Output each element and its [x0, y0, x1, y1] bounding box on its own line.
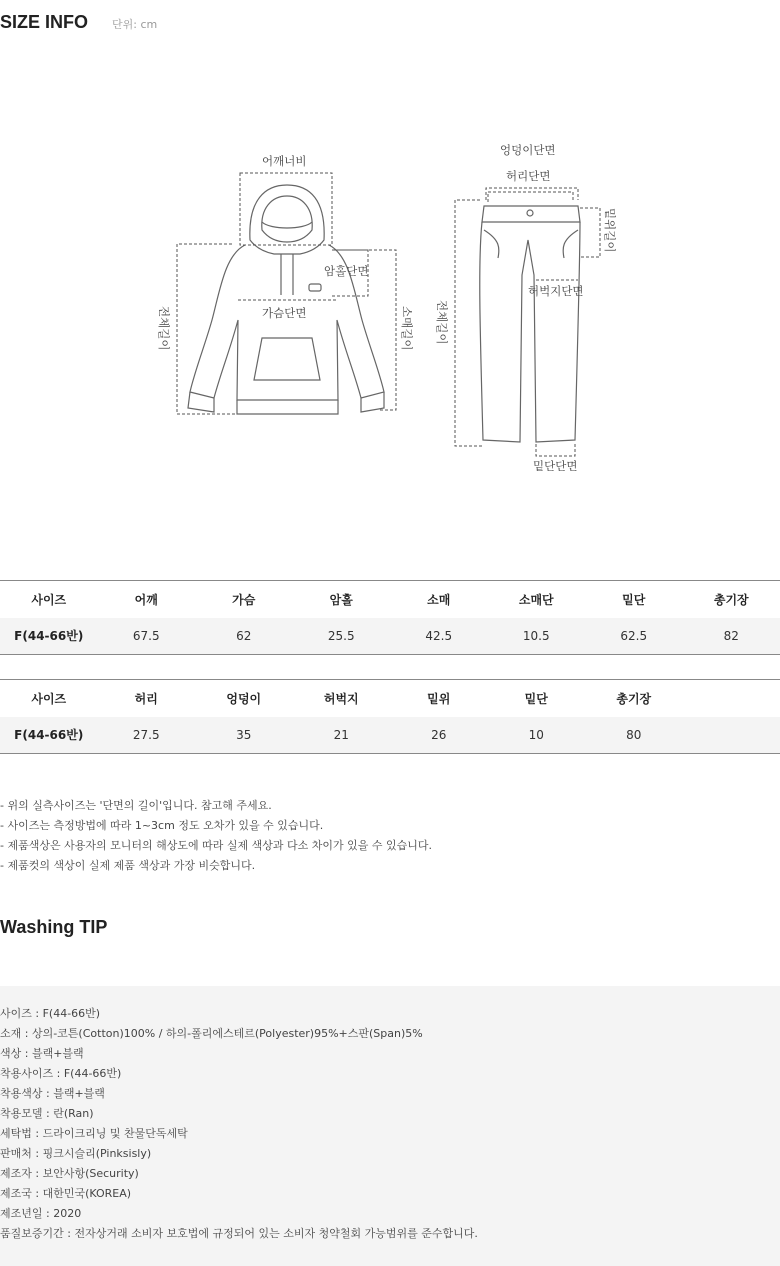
- header-cell: 총기장: [616, 691, 652, 706]
- info-line: 제조년일 : 2020: [0, 1207, 82, 1220]
- bottom-size-table: [0, 679, 780, 754]
- header-cell: 허벅지: [323, 691, 359, 706]
- header-cell: 암홀: [329, 592, 353, 607]
- note-item: - 위의 실측사이즈는 '단면의 길이'입니다. 참고해 주세요.: [0, 799, 272, 812]
- header-cell: [683, 680, 780, 717]
- size-diagram: [0, 130, 780, 490]
- header-cell: 소매: [427, 592, 451, 607]
- header-cell: 밑단: [622, 592, 646, 607]
- value-cell: 82: [723, 628, 739, 643]
- label-chest: 가슴단면: [262, 306, 307, 320]
- table-row: [0, 717, 780, 754]
- info-line: 착용사이즈 : F(44-66반): [0, 1067, 122, 1080]
- label-hoodie-total-length: 전체길이: [157, 306, 171, 351]
- info-line: 세탁법 : 드라이크리닝 및 찬물단독세탁: [0, 1127, 188, 1140]
- size-notes: [0, 796, 432, 876]
- info-line: 색상 : 블랙+블랙: [0, 1047, 84, 1060]
- label-hem: 밑단단면: [533, 459, 578, 473]
- product-info-box: [0, 986, 780, 1266]
- value-cell: 35: [236, 727, 252, 742]
- header-cell: 사이즈: [31, 691, 67, 706]
- header-cell: 허리: [134, 691, 158, 706]
- header-cell: 가슴: [232, 592, 256, 607]
- info-line: 품질보증기간 : 전자상거래 소비자 보호법에 규정되어 있는 소비자 청약철회 가능범위를 준수합니다.: [0, 1227, 478, 1240]
- info-line: 소재 : 상의-코튼(Cotton)100% / 하의-폴리에스테르(Polyester)95%+스판(Span)5%: [0, 1027, 423, 1040]
- unit-label: 단위: cm: [112, 18, 158, 31]
- top-size-table: [0, 580, 780, 655]
- info-line: 제조국 : 대한민국(KOREA): [0, 1187, 132, 1200]
- label-shoulder: 어깨너비: [262, 154, 307, 168]
- pants-illustration: [480, 206, 580, 442]
- header-cell: 사이즈: [31, 592, 67, 607]
- size-cell: F(44-66반): [14, 728, 84, 743]
- note-item: - 제품색상은 사용자의 모니터의 해상도에 따라 실제 색상과 다소 차이가 있을 수 있습니다.: [0, 839, 432, 852]
- value-cell: 26: [431, 727, 447, 742]
- table-header-row: [0, 680, 780, 717]
- washing-tip-title: Washing TIP: [0, 917, 108, 937]
- info-line: 제조자 : 보안사항(Security): [0, 1167, 139, 1180]
- value-cell: 42.5: [425, 628, 453, 643]
- size-cell: F(44-66반): [14, 629, 84, 644]
- label-thigh: 허벅지단면: [528, 284, 584, 298]
- size-info-title: SIZE INFO: [0, 12, 89, 32]
- note-item: - 제품컷의 색상이 실제 제품 색상과 가장 비슷합니다.: [0, 859, 256, 872]
- table-header-row: [0, 581, 780, 618]
- note-item: - 사이즈는 측정방법에 따라 1~3cm 정도 오차가 있을 수 있습니다.: [0, 819, 324, 832]
- value-cell: 21: [333, 727, 349, 742]
- value-cell: 80: [626, 727, 642, 742]
- label-armhole: 암홀단면: [324, 264, 369, 278]
- value-cell: 62: [236, 628, 252, 643]
- value-cell: 25.5: [327, 628, 355, 643]
- header-cell: 어깨: [134, 592, 158, 607]
- label-pants-total-length: 전체길이: [435, 300, 449, 345]
- size-info-header: [0, 12, 157, 33]
- value-cell: 27.5: [132, 727, 160, 742]
- header-cell: 밑위: [427, 691, 451, 706]
- label-rise: 밑위길이: [603, 208, 617, 253]
- header-cell: 소매단: [518, 592, 554, 607]
- value-cell: [683, 717, 780, 754]
- value-cell: 10: [528, 727, 544, 742]
- table-row: [0, 618, 780, 655]
- info-line: 사이즈 : F(44-66반): [0, 1007, 101, 1020]
- info-line: 착용모델 : 란(Ran): [0, 1107, 94, 1120]
- header-cell: 엉덩이: [226, 691, 262, 706]
- header-cell: 총기장: [713, 592, 749, 607]
- label-hip: 엉덩이단면: [500, 143, 556, 157]
- value-cell: 10.5: [522, 628, 550, 643]
- value-cell: 67.5: [132, 628, 160, 643]
- info-line: 판매처 : 핑크시슬리(Pinksisly): [0, 1147, 152, 1160]
- header-cell: 밑단: [524, 691, 548, 706]
- label-sleeve-length: 소매길이: [400, 306, 414, 351]
- label-waist: 허리단면: [506, 169, 551, 183]
- info-line: 착용색상 : 블랙+블랙: [0, 1087, 105, 1100]
- value-cell: 62.5: [620, 628, 648, 643]
